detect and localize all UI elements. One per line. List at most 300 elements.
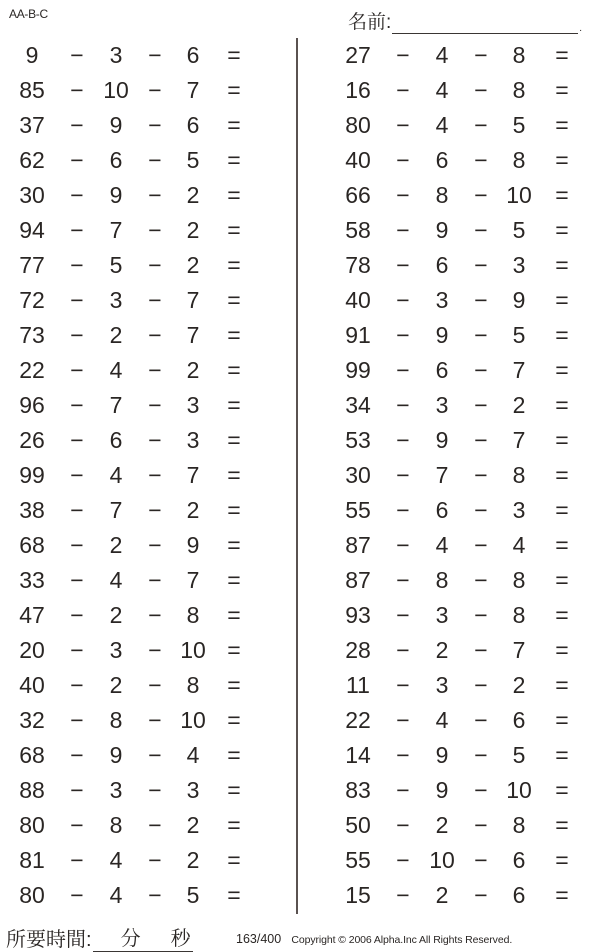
problem-row — [300, 668, 600, 703]
name-label: 名前: — [348, 12, 392, 33]
problem-row — [300, 38, 600, 73]
minus-sign: − — [148, 742, 162, 768]
minus-sign: − — [396, 602, 410, 628]
subtrahend-2: 3 — [512, 252, 526, 278]
minuend: 87 — [345, 532, 371, 558]
minuend: 40 — [19, 672, 45, 698]
subtrahend-1: 10 — [103, 77, 129, 103]
minus-sign: − — [396, 287, 410, 313]
equals-sign: = — [555, 322, 569, 348]
subtrahend-2: 8 — [512, 812, 526, 838]
minus-sign: − — [396, 707, 410, 733]
equals-sign: = — [227, 602, 241, 628]
minus-sign: − — [148, 567, 162, 593]
subtrahend-1: 5 — [109, 252, 123, 278]
subtrahend-1: 4 — [435, 707, 449, 733]
minus-sign: − — [396, 42, 410, 68]
subtrahend-1: 10 — [429, 847, 455, 873]
subtrahend-2: 8 — [512, 567, 526, 593]
subtrahend-1: 4 — [109, 847, 123, 873]
subtrahend-2: 10 — [180, 707, 206, 733]
name-input-line[interactable] — [392, 15, 578, 34]
equals-sign: = — [555, 182, 569, 208]
minus-sign: − — [148, 392, 162, 418]
minuend: 22 — [19, 357, 45, 383]
minus-sign: − — [70, 672, 84, 698]
equals-sign: = — [227, 182, 241, 208]
subtrahend-2: 5 — [186, 147, 200, 173]
subtrahend-1: 8 — [435, 182, 449, 208]
minus-sign: − — [148, 252, 162, 278]
subtrahend-1: 9 — [109, 742, 123, 768]
minus-sign: − — [70, 217, 84, 243]
minuend: 38 — [19, 497, 45, 523]
minuend: 73 — [19, 322, 45, 348]
equals-sign: = — [555, 392, 569, 418]
problem-row — [0, 703, 300, 738]
subtrahend-2: 8 — [186, 672, 200, 698]
subtrahend-2: 8 — [512, 42, 526, 68]
subtrahend-2: 3 — [512, 497, 526, 523]
equals-sign: = — [555, 77, 569, 103]
problem-row — [300, 248, 600, 283]
subtrahend-1: 3 — [109, 637, 123, 663]
minuend: 28 — [345, 637, 371, 663]
minus-sign: − — [148, 427, 162, 453]
minuend: 94 — [19, 217, 45, 243]
subtrahend-2: 8 — [512, 77, 526, 103]
equals-sign: = — [555, 812, 569, 838]
equals-sign: = — [227, 812, 241, 838]
minus-sign: − — [148, 847, 162, 873]
minus-sign: − — [70, 287, 84, 313]
minus-sign: − — [396, 357, 410, 383]
subtrahend-2: 2 — [186, 357, 200, 383]
equals-sign: = — [555, 882, 569, 908]
problem-row — [300, 213, 600, 248]
subtrahend-1: 3 — [109, 287, 123, 313]
minus-sign: − — [396, 567, 410, 593]
subtrahend-2: 7 — [186, 322, 200, 348]
minus-sign: − — [474, 672, 488, 698]
subtrahend-1: 7 — [109, 497, 123, 523]
subtrahend-2: 5 — [512, 742, 526, 768]
copyright-text: Copyright © 2006 Alpha.Inc All Rights Reserved. — [291, 934, 513, 946]
subtrahend-1: 8 — [435, 567, 449, 593]
minus-sign: − — [474, 707, 488, 733]
problem-row — [300, 878, 600, 913]
minus-sign: − — [396, 637, 410, 663]
problem-row — [300, 703, 600, 738]
subtrahend-1: 4 — [109, 462, 123, 488]
subtrahend-2: 7 — [186, 462, 200, 488]
minus-sign: − — [474, 112, 488, 138]
minus-sign: − — [474, 637, 488, 663]
subtrahend-1: 9 — [435, 777, 449, 803]
problem-row — [0, 738, 300, 773]
minuend: 77 — [19, 252, 45, 278]
subtrahend-2: 8 — [186, 602, 200, 628]
minuend: 96 — [19, 392, 45, 418]
problem-row — [0, 213, 300, 248]
problem-row — [300, 108, 600, 143]
minuend: 55 — [345, 497, 371, 523]
problem-row — [300, 563, 600, 598]
minuend: 11 — [346, 672, 370, 698]
minus-sign: − — [474, 847, 488, 873]
minus-sign: − — [474, 427, 488, 453]
time-taken-field — [6, 923, 193, 952]
subtrahend-1: 2 — [435, 812, 449, 838]
problem-row — [0, 178, 300, 213]
minuend: 16 — [345, 77, 371, 103]
subtrahend-2: 9 — [186, 532, 200, 558]
minus-sign: − — [396, 322, 410, 348]
page-number: 163/400 — [236, 932, 282, 946]
subtrahend-1: 9 — [435, 742, 449, 768]
minuend: 37 — [19, 112, 45, 138]
minuend: 68 — [19, 742, 45, 768]
minus-sign: − — [396, 672, 410, 698]
problem-row — [0, 73, 300, 108]
subtrahend-2: 2 — [512, 672, 526, 698]
subtrahend-1: 4 — [435, 42, 449, 68]
minus-sign: − — [474, 392, 488, 418]
minus-sign: − — [148, 672, 162, 698]
subtrahend-2: 2 — [186, 217, 200, 243]
minuend: 30 — [345, 462, 371, 488]
subtrahend-2: 3 — [186, 427, 200, 453]
minus-sign: − — [474, 777, 488, 803]
subtrahend-2: 10 — [180, 637, 206, 663]
subtrahend-2: 9 — [512, 287, 526, 313]
subtrahend-2: 6 — [186, 42, 200, 68]
minus-sign: − — [396, 77, 410, 103]
problem-row — [300, 388, 600, 423]
subtrahend-1: 6 — [435, 357, 449, 383]
minus-sign: − — [148, 217, 162, 243]
subtrahend-2: 10 — [506, 182, 532, 208]
subtrahend-2: 2 — [186, 252, 200, 278]
subtrahend-2: 5 — [512, 322, 526, 348]
subtrahend-1: 4 — [435, 112, 449, 138]
equals-sign: = — [555, 637, 569, 663]
minuend: 53 — [345, 427, 371, 453]
minus-sign: − — [70, 847, 84, 873]
subtrahend-1: 6 — [109, 427, 123, 453]
seconds-label: 秒 — [170, 928, 191, 950]
minus-sign: − — [148, 637, 162, 663]
equals-sign: = — [227, 217, 241, 243]
time-taken-blank[interactable] — [93, 927, 193, 952]
subtrahend-1: 9 — [109, 112, 123, 138]
problem-row — [0, 423, 300, 458]
subtrahend-2: 5 — [186, 882, 200, 908]
subtrahend-1: 4 — [435, 532, 449, 558]
subtrahend-1: 6 — [435, 147, 449, 173]
minus-sign: − — [70, 392, 84, 418]
minus-sign: − — [148, 777, 162, 803]
name-line-end: . — [579, 23, 583, 34]
time-taken-label: 所要時間: — [6, 929, 92, 951]
minus-sign: − — [70, 77, 84, 103]
minus-sign: − — [396, 497, 410, 523]
subtrahend-1: 2 — [109, 672, 123, 698]
equals-sign: = — [555, 252, 569, 278]
minuend: 32 — [19, 707, 45, 733]
subtrahend-1: 9 — [435, 427, 449, 453]
minus-sign: − — [148, 42, 162, 68]
equals-sign: = — [227, 672, 241, 698]
problem-row — [0, 143, 300, 178]
subtrahend-1: 3 — [435, 672, 449, 698]
subtrahend-2: 6 — [512, 882, 526, 908]
problem-row — [0, 633, 300, 668]
minuend: 40 — [345, 287, 371, 313]
minuend: 85 — [19, 77, 45, 103]
subtrahend-1: 9 — [435, 217, 449, 243]
equals-sign: = — [555, 462, 569, 488]
minus-sign: − — [70, 112, 84, 138]
subtrahend-1: 7 — [109, 217, 123, 243]
minus-sign: − — [70, 742, 84, 768]
minus-sign: − — [70, 427, 84, 453]
minus-sign: − — [474, 147, 488, 173]
problem-row — [300, 633, 600, 668]
subtrahend-2: 8 — [512, 462, 526, 488]
minus-sign: − — [70, 532, 84, 558]
subtrahend-1: 2 — [435, 882, 449, 908]
minus-sign: − — [148, 77, 162, 103]
problem-row — [300, 283, 600, 318]
minus-sign: − — [474, 287, 488, 313]
problem-row — [300, 423, 600, 458]
minuend: 14 — [345, 742, 371, 768]
minuend: 26 — [19, 427, 45, 453]
problem-row — [0, 248, 300, 283]
equals-sign: = — [555, 427, 569, 453]
minuend: 58 — [345, 217, 371, 243]
minus-sign: − — [70, 252, 84, 278]
subtrahend-1: 6 — [109, 147, 123, 173]
minus-sign: − — [70, 777, 84, 803]
minus-sign: − — [148, 882, 162, 908]
minus-sign: − — [474, 357, 488, 383]
subtrahend-2: 4 — [512, 532, 526, 558]
equals-sign: = — [555, 567, 569, 593]
subtrahend-2: 6 — [186, 112, 200, 138]
equals-sign: = — [555, 287, 569, 313]
minus-sign: − — [70, 882, 84, 908]
minus-sign: − — [148, 707, 162, 733]
problem-row — [0, 598, 300, 633]
subtrahend-2: 5 — [512, 217, 526, 243]
subtrahend-1: 3 — [435, 392, 449, 418]
problem-row — [0, 563, 300, 598]
subtrahend-1: 6 — [435, 497, 449, 523]
minuend: 40 — [345, 147, 371, 173]
subtrahend-2: 7 — [512, 637, 526, 663]
minus-sign: − — [148, 182, 162, 208]
problem-row — [0, 808, 300, 843]
equals-sign: = — [555, 707, 569, 733]
subtrahend-2: 7 — [186, 567, 200, 593]
minuend: 87 — [345, 567, 371, 593]
minuend: 83 — [345, 777, 371, 803]
subtrahend-2: 6 — [512, 847, 526, 873]
equals-sign: = — [555, 742, 569, 768]
minus-sign: − — [474, 532, 488, 558]
minus-sign: − — [396, 252, 410, 278]
subtrahend-2: 2 — [186, 182, 200, 208]
minus-sign: − — [148, 287, 162, 313]
equals-sign: = — [227, 287, 241, 313]
minus-sign: − — [396, 532, 410, 558]
minus-sign: − — [396, 182, 410, 208]
equals-sign: = — [227, 77, 241, 103]
minus-sign: − — [396, 777, 410, 803]
subtrahend-2: 5 — [512, 112, 526, 138]
problem-row — [0, 843, 300, 878]
minus-sign: − — [70, 812, 84, 838]
equals-sign: = — [227, 497, 241, 523]
problem-row — [0, 773, 300, 808]
minuend: 30 — [19, 182, 45, 208]
problem-row — [0, 283, 300, 318]
minus-sign: − — [474, 462, 488, 488]
minus-sign: − — [396, 392, 410, 418]
minus-sign: − — [396, 742, 410, 768]
minus-sign: − — [474, 252, 488, 278]
minus-sign: − — [396, 217, 410, 243]
minus-sign: − — [70, 357, 84, 383]
equals-sign: = — [227, 427, 241, 453]
minus-sign: − — [70, 602, 84, 628]
problem-row — [300, 528, 600, 563]
subtrahend-2: 7 — [512, 357, 526, 383]
subtrahend-2: 6 — [512, 707, 526, 733]
subtrahend-1: 9 — [109, 182, 123, 208]
equals-sign: = — [555, 147, 569, 173]
minuend: 50 — [345, 812, 371, 838]
subtrahend-1: 6 — [435, 252, 449, 278]
minus-sign: − — [474, 182, 488, 208]
subtrahend-1: 2 — [109, 602, 123, 628]
minus-sign: − — [396, 812, 410, 838]
minuend: 78 — [345, 252, 371, 278]
equals-sign: = — [227, 707, 241, 733]
minus-sign: − — [474, 77, 488, 103]
minus-sign: − — [474, 42, 488, 68]
equals-sign: = — [227, 742, 241, 768]
subtrahend-2: 2 — [186, 847, 200, 873]
minuend: 68 — [19, 532, 45, 558]
minuend: 99 — [19, 462, 45, 488]
minus-sign: − — [148, 462, 162, 488]
minus-sign: − — [474, 567, 488, 593]
minus-sign: − — [148, 812, 162, 838]
problem-row — [0, 108, 300, 143]
equals-sign: = — [227, 322, 241, 348]
minuend: 80 — [19, 882, 45, 908]
subtrahend-1: 3 — [109, 42, 123, 68]
minus-sign: − — [396, 112, 410, 138]
subtrahend-2: 7 — [186, 77, 200, 103]
equals-sign: = — [227, 847, 241, 873]
minus-sign: − — [474, 322, 488, 348]
equals-sign: = — [227, 532, 241, 558]
minuend: 20 — [19, 637, 45, 663]
equals-sign: = — [555, 357, 569, 383]
name-field — [348, 7, 582, 34]
subtrahend-1: 2 — [435, 637, 449, 663]
equals-sign: = — [227, 637, 241, 663]
minuend: 62 — [19, 147, 45, 173]
equals-sign: = — [227, 567, 241, 593]
minuend: 99 — [345, 357, 371, 383]
minus-sign: − — [148, 112, 162, 138]
minus-sign: − — [474, 882, 488, 908]
subtrahend-2: 7 — [512, 427, 526, 453]
minus-sign: − — [148, 147, 162, 173]
equals-sign: = — [555, 532, 569, 558]
subtrahend-1: 3 — [435, 287, 449, 313]
minus-sign: − — [148, 322, 162, 348]
problem-row — [300, 493, 600, 528]
problem-row — [300, 458, 600, 493]
problem-row — [0, 668, 300, 703]
subtrahend-2: 2 — [186, 497, 200, 523]
equals-sign: = — [555, 672, 569, 698]
subtrahend-1: 3 — [109, 777, 123, 803]
subtrahend-1: 3 — [435, 602, 449, 628]
minuend: 81 — [19, 847, 45, 873]
problem-row — [300, 738, 600, 773]
minus-sign: − — [70, 707, 84, 733]
minus-sign: − — [474, 497, 488, 523]
problem-row — [300, 808, 600, 843]
problem-row — [0, 38, 300, 73]
subtrahend-1: 4 — [435, 77, 449, 103]
minus-sign: − — [396, 462, 410, 488]
minuend: 80 — [345, 112, 371, 138]
problem-row — [300, 773, 600, 808]
problem-row — [300, 178, 600, 213]
equals-sign: = — [227, 252, 241, 278]
equals-sign: = — [227, 147, 241, 173]
minus-sign: − — [70, 182, 84, 208]
minus-sign: − — [474, 812, 488, 838]
subtrahend-1: 4 — [109, 882, 123, 908]
problem-row — [300, 353, 600, 388]
subtrahend-1: 9 — [435, 322, 449, 348]
subtrahend-2: 2 — [512, 392, 526, 418]
minuend: 80 — [19, 812, 45, 838]
minuend: 47 — [19, 602, 45, 628]
minuend: 33 — [19, 567, 45, 593]
minus-sign: − — [474, 602, 488, 628]
subtrahend-1: 2 — [109, 532, 123, 558]
minus-sign: − — [70, 567, 84, 593]
minus-sign: − — [70, 42, 84, 68]
minus-sign: − — [148, 497, 162, 523]
subtrahend-1: 4 — [109, 357, 123, 383]
minus-sign: − — [396, 882, 410, 908]
minuend: 15 — [345, 882, 371, 908]
problem-row — [300, 143, 600, 178]
subtrahend-1: 7 — [109, 392, 123, 418]
equals-sign: = — [555, 112, 569, 138]
